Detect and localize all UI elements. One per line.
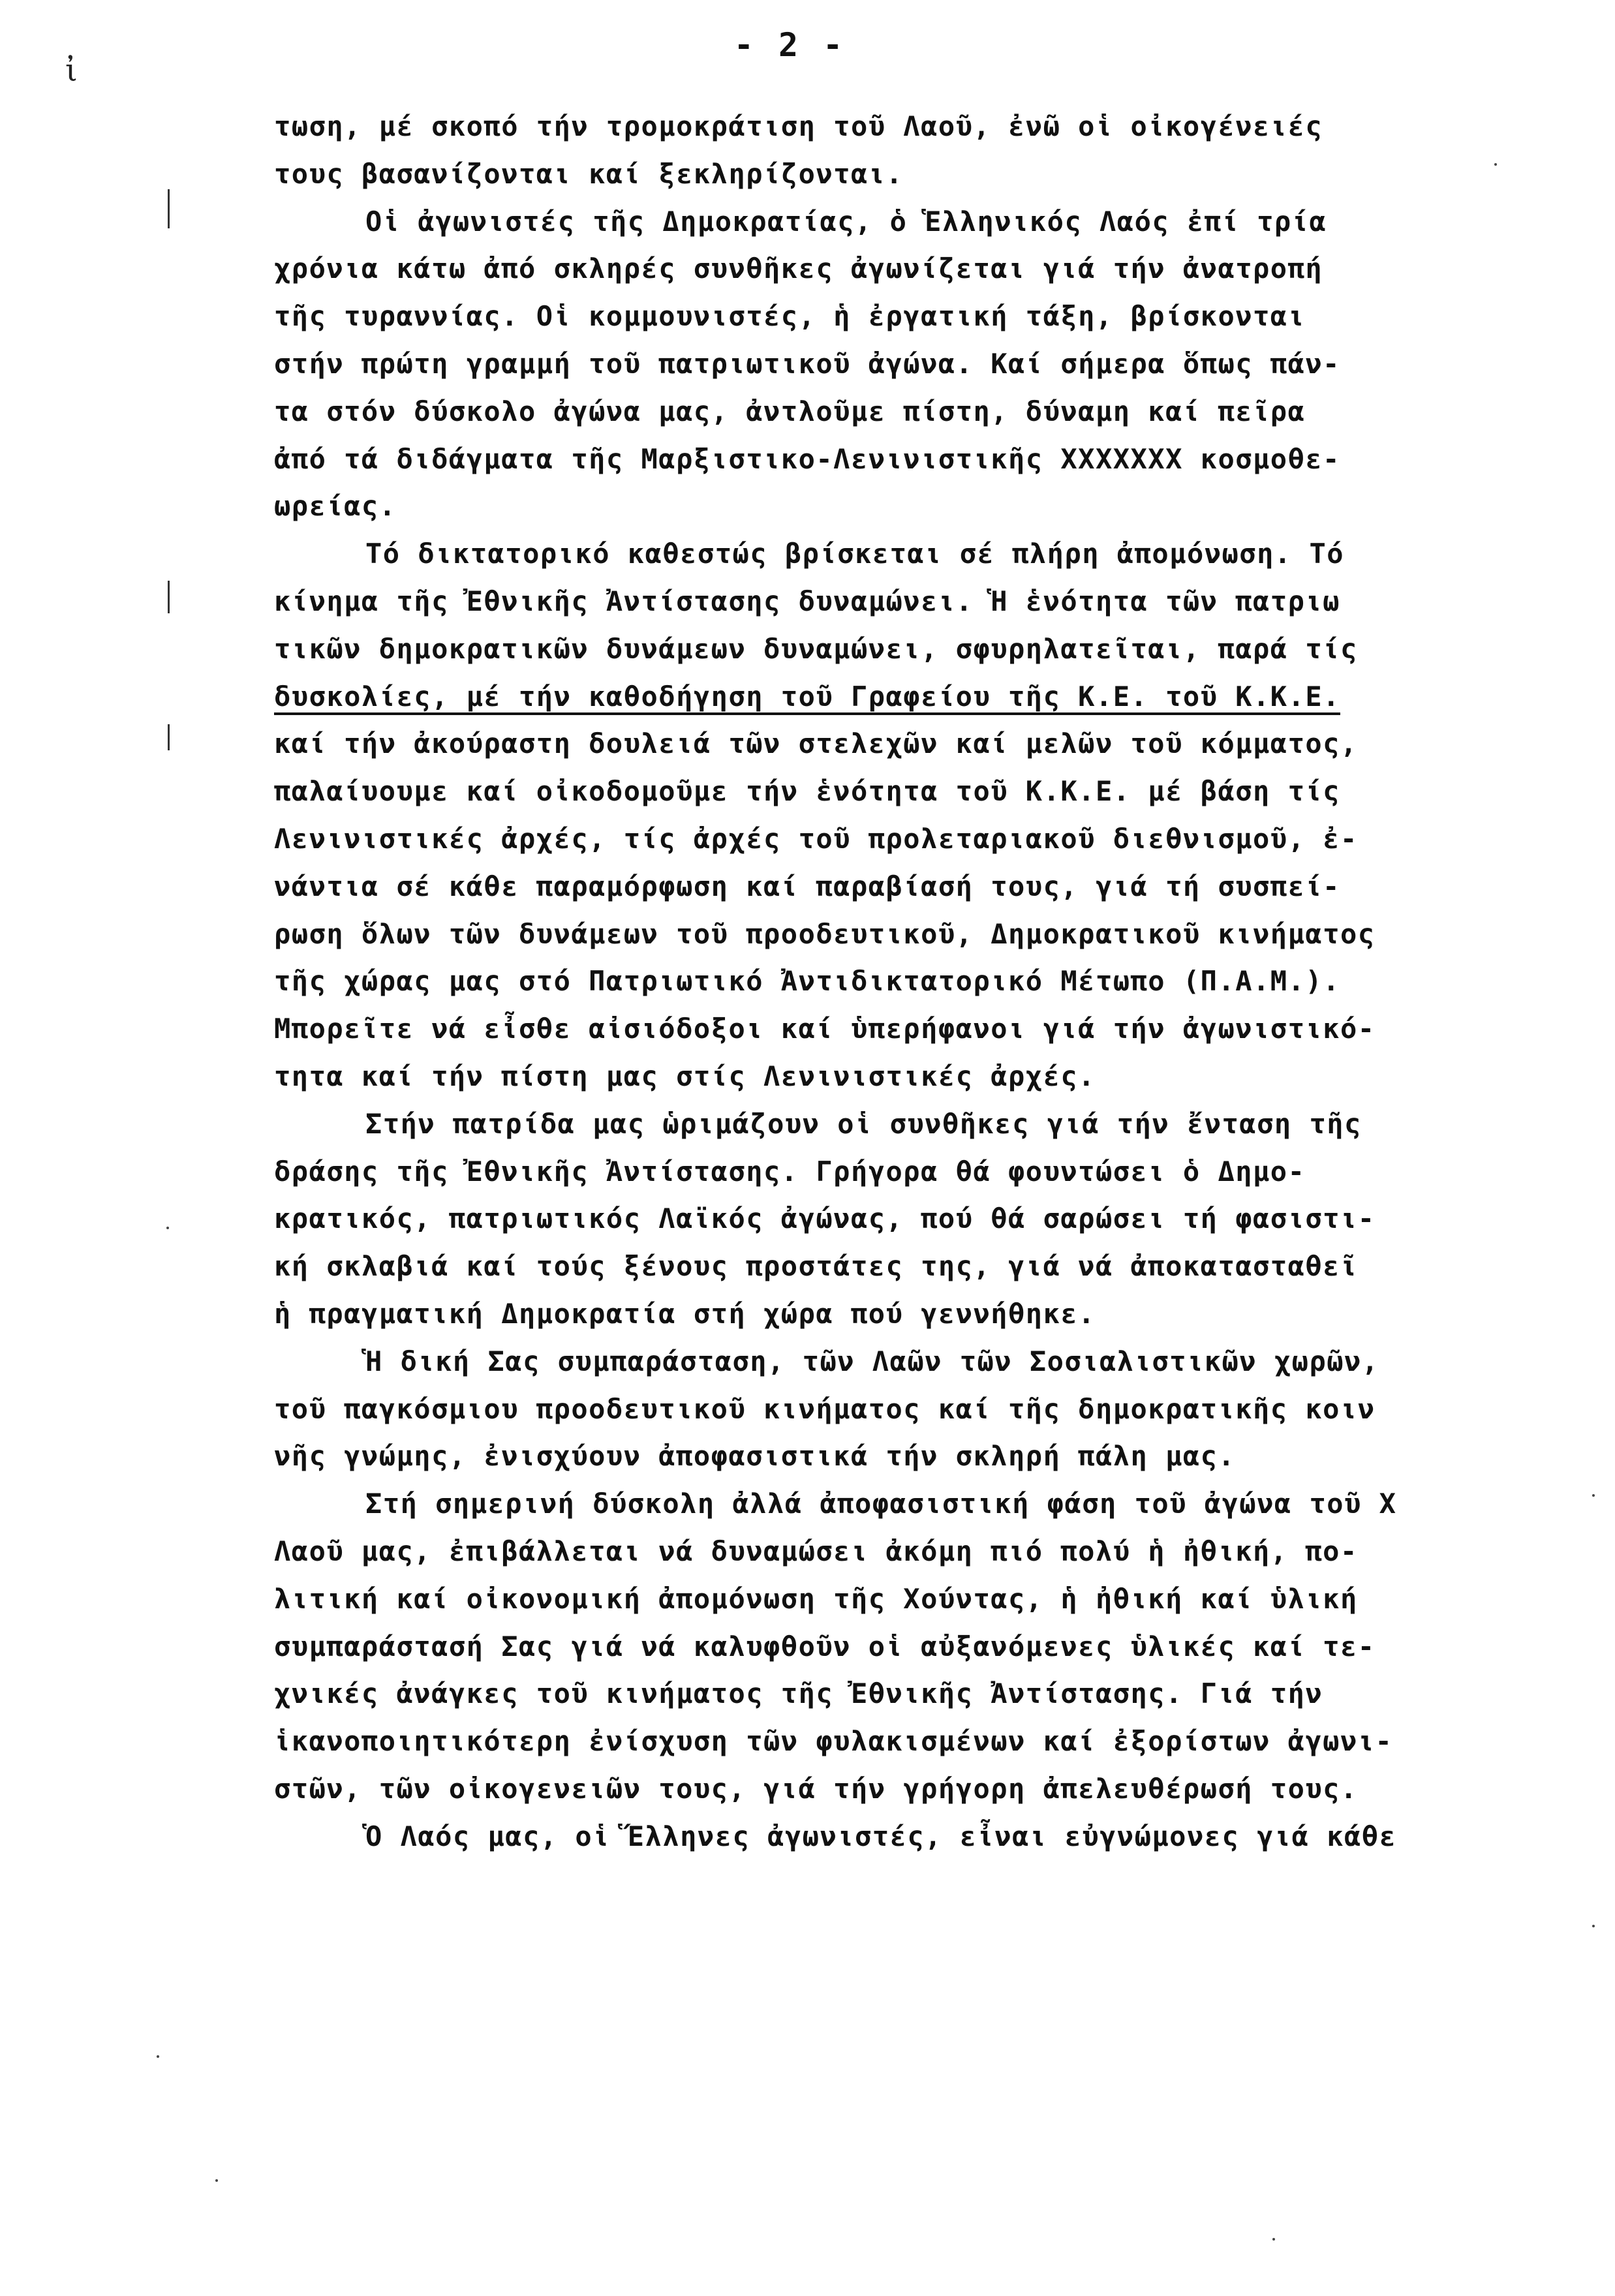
text-line: Οἱ ἀγωνιστές τῆς Δημοκρατίας, ὁ Ἑλληνικός Λαός ἐπί τρία [365,205,1327,237]
scan-speck [166,1227,169,1229]
text-line: τικῶν δημοκρατικῶν δυνάμεων δυναμώνει, σφυρηλατεῖται, παρά τίς [274,632,1358,665]
text-line: ἀπό τά διδάγματα τῆς Μαρξιστικο-Λενινιστικῆς ΧΧΧΧΧΧΧ κοσμοθε- [274,442,1340,475]
body-text [274,103,1573,1860]
text-line: κή σκλαβιά καί τούς ξένους προστάτες της, γιά νά ἀποκατασταθεῖ [274,1250,1358,1283]
text-line: Λαοῦ μας, ἐπιβάλλεται νά δυναμώσει ἀκόμη πιό πολύ ἡ ἠθική, πο- [274,1535,1358,1567]
text-line: στήν πρώτη γραμμή τοῦ πατριωτικοῦ ἀγώνα. Καί σήμερα ὅπως πάν- [274,347,1340,380]
scan-speck [1592,1925,1595,1927]
text-line: στῶν, τῶν οἰκογενειῶν τους, γιά τήν γρήγορη ἀπελευθέρωσή τους. [274,1772,1358,1805]
text-line: τῆς τυραννίας. Οἱ κομμουνιστές, ἡ ἐργατική τάξη, βρίσκονται [274,300,1306,333]
text-line: δυσκολίες, μέ τήν καθοδήγηση τοῦ Γραφείου τῆς Κ.Ε. τοῦ Κ.Κ.Ε. [274,680,1340,712]
scan-speck [215,2179,218,2182]
text-line: ἡ πραγματική Δημοκρατία στή χώρα πού γεννήθηκε. [274,1297,1096,1330]
text-line: Λενινιστικές ἀρχές, τίς ἀρχές τοῦ προλεταριακοῦ διεθνισμοῦ, ἐ- [274,822,1358,855]
text-line: κίνημα τῆς Ἐθνικῆς Ἀντίστασης δυναμώνει. Ἡ ἑνότητα τῶν πατριω [274,585,1340,617]
page-number: - 2 - [733,26,846,64]
text-line: ωρείας. [274,490,397,523]
text-line: Τό δικτατορικό καθεστώς βρίσκεται σέ πλήρη ἀπομόνωση. Τό [365,538,1345,570]
text-line: ρωση ὅλων τῶν δυνάμεων τοῦ προοδευτικοῦ, Δημοκρατικοῦ κινήματος [274,917,1376,950]
scan-speck [1272,2238,1275,2241]
margin-line [168,189,170,228]
text-line: τῆς χώρας μας στό Πατριωτικό Ἀντιδικτατορικό Μέτωπο (Π.Α.Μ.). [274,965,1340,998]
text-line: τους βασανίζονται καί ξεκληρίζονται. [274,157,904,190]
text-line: Ἡ δική Σας συμπαράσταση, τῶν Λαῶν τῶν Σοσιαλιστικῶν χωρῶν, [365,1345,1379,1377]
text-line: νάντια σέ κάθε παραμόρφωση καί παραβίασή τους, γιά τή συσπεί- [274,870,1340,902]
text-line: κρατικός, πατριωτικός Λαϊκός ἀγώνας, πού θά σαρώσει τή φασιστι- [274,1202,1376,1235]
text-line: τωση, μέ σκοπό τήν τρομοκράτιση τοῦ Λαοῦ, ἐνῶ οἱ οἰκογένειές [274,110,1323,142]
text-line: τα στόν δύσκολο ἀγώνα μας, ἀντλοῦμε πίστη, δύναμη καί πεῖρα [274,395,1306,427]
scan-speck [1592,1494,1595,1497]
margin-line [168,581,170,613]
text-line: δράσης τῆς Ἐθνικῆς Ἀντίστασης. Γρήγορα θά φουντώσει ὁ Δημο- [274,1155,1306,1187]
margin-line [168,724,170,750]
text-line: καί τήν ἀκούραστη δουλειά τῶν στελεχῶν καί μελῶν τοῦ κόμματος, [274,727,1358,760]
text-line: χνικές ἀνάγκες τοῦ κινήματος τῆς Ἐθνικῆς Ἀντίστασης. Γιά τήν [274,1677,1323,1710]
text-line: Στήν πατρίδα μας ὡριμάζουν οἱ συνθῆκες γιά τήν ἔνταση τῆς [365,1107,1362,1140]
text-line: νῆς γνώμης, ἐνισχύουν ἀποφασιστικά τήν σκληρή πάλη μας. [274,1440,1236,1473]
text-line: χρόνια κάτω ἀπό σκληρές συνθῆκες ἀγωνίζεται γιά τήν ἀνατροπή [274,253,1323,285]
text-line: λιτική καί οἰκονομική ἀπομόνωση τῆς Χούντας, ἡ ἠθική καί ὑλική [274,1582,1358,1615]
margin-mark: ἰ [65,52,78,89]
text-line: Στή σημερινή δύσκολη ἀλλά ἀποφασιστική φάση τοῦ ἀγώνα τοῦ Χ [365,1488,1397,1520]
text-line: Ὁ Λαός μας, οἱ Ἕλληνες ἀγωνιστές, εἶναι εὐγνώμονες γιά κάθε [365,1820,1397,1852]
text-line: ἱκανοποιητικότερη ἐνίσχυση τῶν φυλακισμένων καί ἐξορίστων ἀγωνι- [274,1725,1393,1758]
text-line: τητα καί τήν πίστη μας στίς Λενινιστικές ἀρχές. [274,1060,1096,1092]
text-line: τοῦ παγκόσμιου προοδευτικοῦ κινήματος καί τῆς δημοκρατικῆς κοιν [274,1392,1376,1425]
text-line: Μπορεῖτε νά εἶσθε αἰσιόδοξοι καί ὑπερήφανοι γιά τήν ἀγωνιστικό- [274,1013,1376,1045]
text-line: συμπαράστασή Σας γιά νά καλυφθοῦν οἱ αὐξανόμενες ὑλικές καί τε- [274,1630,1376,1662]
text-line: παλαίυουμε καί οἰκοδομοῦμε τήν ἑνότητα τοῦ Κ.Κ.Ε. μέ βάση τίς [274,775,1340,808]
scan-speck [157,2055,159,2058]
